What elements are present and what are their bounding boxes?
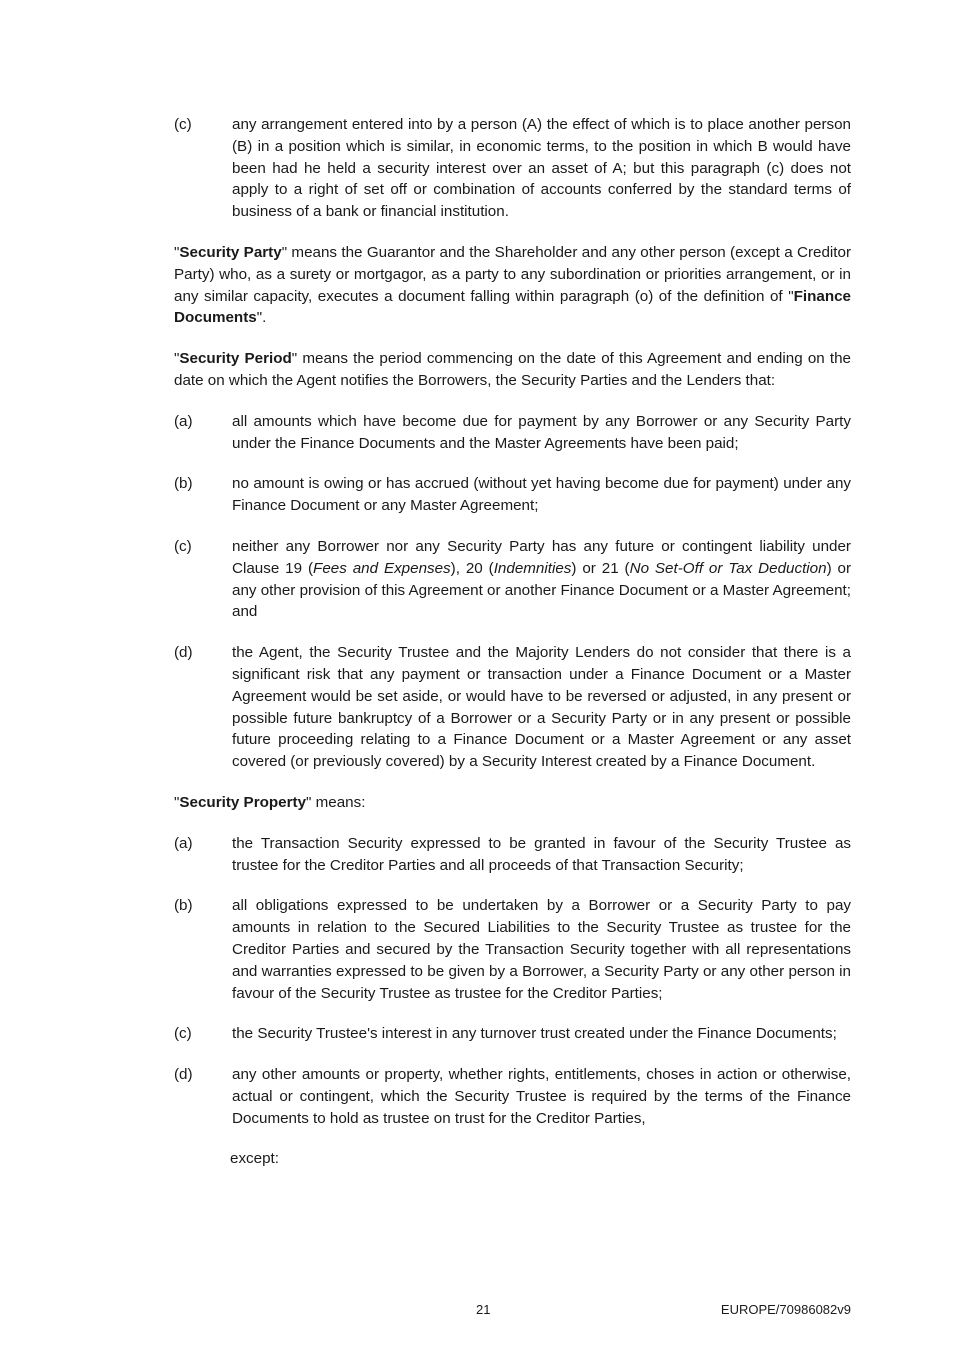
defined-term: Security Party: [179, 243, 282, 261]
defined-term: Security Property: [179, 793, 307, 811]
item-text-part: ) or any other provision of this Agreement or another Finance Document or a Master Agreement; and: [232, 559, 852, 621]
document-reference: EUROPE/70986082v9: [720, 1302, 851, 1317]
item-label: (d): [174, 644, 193, 662]
definition-text: " means the period commencing on the date of this Agreement and ending on the date on which the Agent notifies the Borrowers, the Security Parties and the Lenders that:: [174, 350, 852, 389]
item-text: any arrangement entered into by a person (A) the effect of which is to place another person (B) in a position which is similar, in economic terms, to the position in which B would have been had he held a security interest over an asset of A; but this paragraph (c) does not apply to a right of set off or combination of accounts conferred by the standard terms of business of a bank or financial institution.: [232, 116, 851, 221]
item-label: (c): [174, 537, 192, 555]
list-item: [174, 473, 851, 517]
list-item: [174, 411, 851, 455]
except-text: except:: [230, 1150, 279, 1168]
list-item: [174, 642, 851, 773]
item-text: the Agent, the Security Trustee and the Majority Lenders do not consider that there is a significant risk that any payment or transaction under a Finance Document or a Master Agreement would be set aside, or would have to be reversed or adjusted, in any present or possible future bankruptcy of a Borrower or a Security Party or in any present or possible future proceeding relating to a Finance Document or a Master Agreement or any asset covered (or previously covered) by a Security Interest created by a Finance Document.: [232, 644, 851, 771]
item-text: all obligations expressed to be undertaken by a Borrower or a Security Party to pay amounts in relation to the Secured Liabilities to the Security Trustee as trustee for the Creditor Parties and secured by the Transaction Security together with all representations and warranties expressed to be given by a Borrower, a Security Party or any other person in favour of the Security Trustee as trustee for the Creditor Parties;: [232, 897, 851, 1002]
definition-text: " means the Guarantor and the Shareholder and any other person (except a Creditor Party) who, as a surety or mortgagor, as a party to any subordination or priorities arrangement, or in any similar capacity, executes a document falling within paragraph (o) of the definition of ": [174, 243, 851, 305]
list-item: [174, 833, 851, 877]
item-text-part: ), 20 (: [450, 559, 494, 577]
clause-title: Fees and Expenses: [313, 559, 451, 577]
quote-mark: ": [174, 793, 180, 811]
item-text-part: ) or 21 (: [571, 559, 630, 577]
defined-term: Security Period: [179, 350, 292, 368]
page-number: 21: [476, 1302, 491, 1317]
item-label: (c): [174, 116, 192, 133]
definition-text: " means:: [306, 793, 366, 811]
definition-security-period: [174, 348, 851, 392]
clause-title: Indemnities: [493, 559, 572, 577]
list-item: [174, 1064, 851, 1129]
quote-mark: ": [174, 243, 180, 261]
item-label: (d): [174, 1066, 193, 1084]
item-label: (c): [174, 1025, 192, 1043]
defined-term-reference: Finance Documents: [174, 287, 851, 327]
list-item: [174, 1023, 851, 1045]
item-text: the Transaction Security expressed to be granted in favour of the Security Trustee as trustee for the Creditor Parties and all proceeds of that Transaction Security;: [232, 834, 851, 874]
quote-mark: ": [174, 350, 180, 368]
item-text-part: neither any Borrower nor any Security Party has any future or contingent liability under Clause 19 (: [232, 537, 851, 577]
definition-security-property: [174, 792, 851, 814]
item-text: any other amounts or property, whether rights, entitlements, choses in action or otherwise, actual or contingent, which the Security Trustee is required by the terms of the Finance Documents to hold as trustee on trust for the Creditor Parties,: [232, 1066, 851, 1127]
list-item: [174, 536, 851, 623]
list-item: [174, 895, 851, 1004]
definition-security-party: [174, 242, 851, 329]
item-text: all amounts which have become due for payment by any Borrower or any Security Party under the Finance Documents and the Master Agreements have been paid;: [232, 412, 851, 452]
list-item: [174, 114, 851, 223]
document-body: [174, 114, 851, 1170]
item-text: no amount is owing or has accrued (without yet having become due for payment) under any Finance Document or any Master Agreement;: [232, 475, 851, 515]
item-label: (b): [174, 475, 193, 493]
clause-title: No Set-Off or Tax Deduction: [629, 559, 827, 577]
item-label: (a): [174, 834, 193, 852]
definition-text-end: ".: [256, 309, 267, 327]
item-text: the Security Trustee's interest in any turnover trust created under the Finance Documents;: [232, 1025, 837, 1043]
item-label: (b): [174, 897, 193, 915]
item-label: (a): [174, 412, 193, 430]
item-text: [232, 536, 851, 623]
